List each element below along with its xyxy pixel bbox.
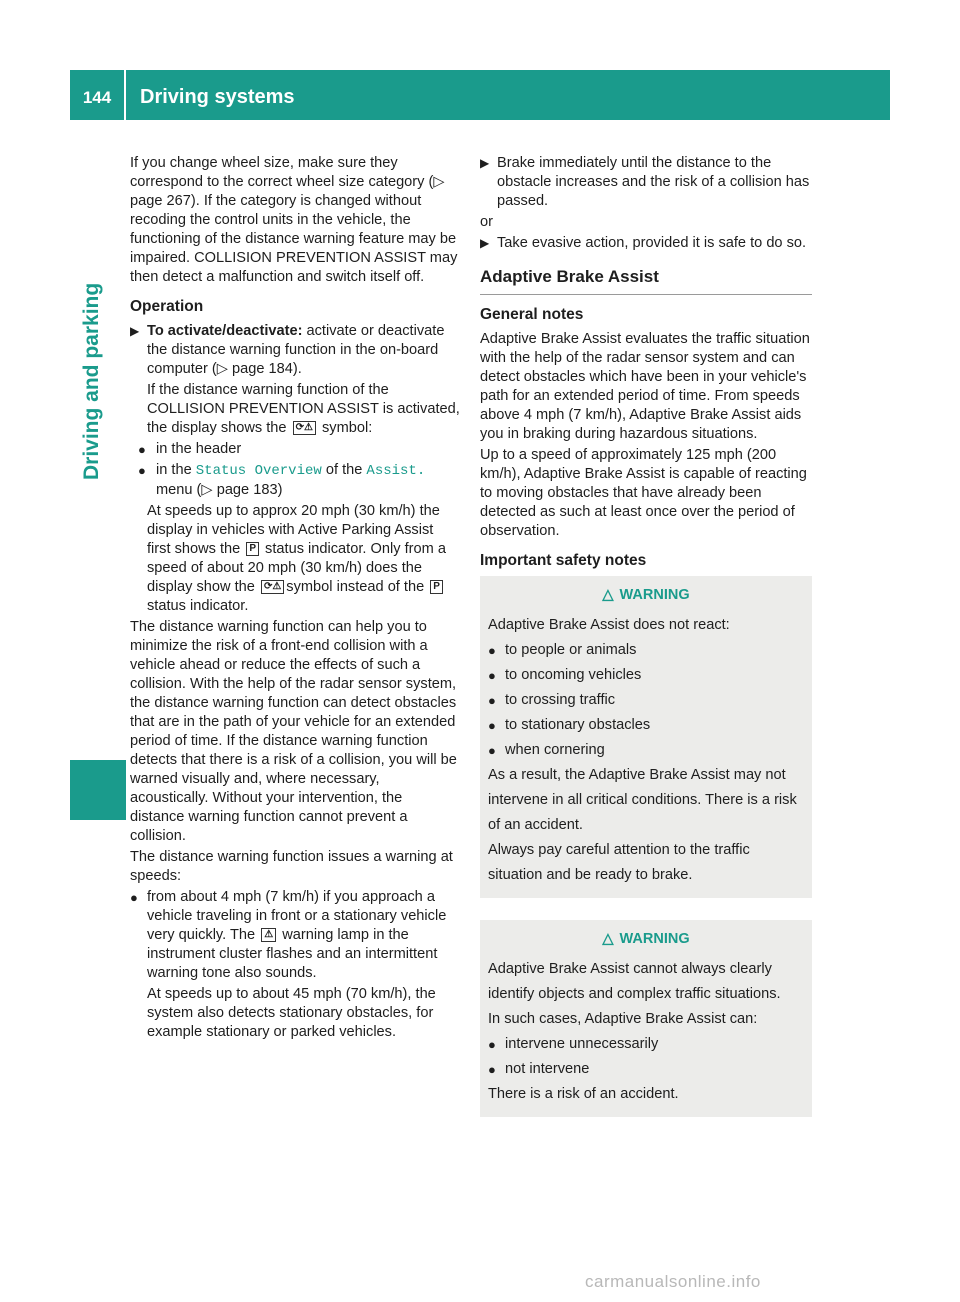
bullet-text: to people or animals <box>505 642 637 658</box>
warning-box-1 <box>480 576 812 898</box>
bullet-icon: ● <box>488 693 496 708</box>
collision-active-text <box>130 381 460 438</box>
arrow-right-icon: ▶ <box>130 324 140 338</box>
side-tab-marker <box>70 760 126 820</box>
collision-active-b: symbol: <box>317 420 373 436</box>
parking-p-icon: P <box>430 580 443 594</box>
operation-heading: Operation <box>130 298 204 315</box>
watermark: carmanualsonline.info <box>585 1272 761 1291</box>
arrow-right-icon: ▶ <box>480 236 490 250</box>
help-paragraph: The distance warning function can help you to minimize the risk of a front-end collision with a vehicle ahead or reduce the effects of such a collision. With the help of the radar sensor system, the distance warning function can detect obstacles that are in the path of your vehicle for an extended period of time. If the distance warning function detects that there is a risk of a collision, you will be warned visually and, where necessary, acoustically. Without your intervention, the distance warning function cannot prevent a collision. <box>130 619 457 844</box>
list-item <box>488 688 804 713</box>
parking-p-icon: P <box>246 542 259 556</box>
right-column <box>480 154 812 1117</box>
bullet-icon: ● <box>488 1037 496 1052</box>
list-item <box>130 461 460 500</box>
activate-label: To activate/deactivate: <box>147 323 303 339</box>
list-item <box>488 1057 804 1082</box>
section-heading: Adaptive Brake Assist <box>480 267 812 295</box>
distance-warning-lamp-icon: ⚠ <box>261 928 276 942</box>
list-item <box>488 663 804 688</box>
parking-d: status indicator. <box>147 598 249 614</box>
speed-bullet-continuation: At speeds up to about 45 mph (70 km/h), the system also detects stationary obstacles, for example stationary or parked vehicles. <box>147 986 436 1040</box>
warning-intro: Adaptive Brake Assist does not react: <box>488 617 730 633</box>
bullet-icon: ● <box>488 718 496 733</box>
bullet-text: when cornering <box>505 742 605 758</box>
warning-triangle-icon: △ <box>602 587 614 603</box>
collision-warning-icon: ⟳⚠ <box>293 421 316 435</box>
bullet-text: not intervene <box>505 1061 590 1077</box>
bullet-text: to crossing traffic <box>505 692 616 708</box>
bullet-status-b: of the <box>321 462 367 478</box>
parking-a: At speeds up to approx 20 mph (30 km/h) the display in vehicles with Active Parking Assist first shows the <box>147 503 440 557</box>
status-overview-menu: Status Overview <box>195 463 322 479</box>
parking-c: symbol instead of the <box>286 579 429 595</box>
list-item <box>130 440 460 459</box>
assist-menu: Assist. <box>366 463 426 479</box>
collision-active-a: If the distance warning function of the COLLISION PREVENTION ASSIST is activated, the display shows the <box>147 382 460 436</box>
bullet-icon: ● <box>130 890 138 905</box>
speeds-intro: The distance warning function issues a warning at speeds: <box>130 849 453 884</box>
bullet-icon: ● <box>138 442 146 457</box>
warning-title <box>488 930 804 949</box>
bullet-status-c: menu (▷ page 183) <box>156 482 283 498</box>
action2-text: Take evasive action, provided it is safe to do so. <box>497 235 807 251</box>
warning-title <box>488 586 804 605</box>
list-item <box>488 713 804 738</box>
action-step-evasive <box>480 234 812 253</box>
list-item <box>488 738 804 763</box>
activate-step <box>130 322 460 379</box>
bullet-header-text: in the header <box>156 441 242 457</box>
warning-cases: In such cases, Adaptive Brake Assist can: <box>488 1011 758 1027</box>
speed-bullet-b: warning lamp in the instrument cluster flashes and an intermittent warning tone also sounds. <box>147 927 438 981</box>
bullet-icon: ● <box>138 463 146 478</box>
arrow-right-icon: ▶ <box>480 156 490 170</box>
warning-triangle-icon: △ <box>602 931 614 947</box>
bullet-status-a: in the <box>156 462 196 478</box>
action-step-brake <box>480 154 812 211</box>
general-paragraph-2: Up to a speed of approximately 125 mph (200 km/h), Adaptive Brake Assist is capable of reacting to moving obstacles that have already been detected as such at least once over the period of observation. <box>480 447 807 539</box>
action1-text: Brake immediately until the distance to the obstacle increases and the risk of a collision has passed. <box>497 155 810 209</box>
warning-title-text: WARNING <box>619 931 690 947</box>
page-header <box>70 70 890 120</box>
list-item <box>130 888 460 983</box>
warning-intro: Adaptive Brake Assist cannot always clearly identify objects and complex traffic situations. <box>488 961 781 1002</box>
intro-paragraph: If you change wheel size, make sure they correspond to the correct wheel size category (▷ page 267). If the category is changed without recoding the control units in the vehicle, the functioning of the distance warning feature may be impaired. COLLISION PREVENTION ASSIST may then detect a malfunction and switch itself off. <box>130 155 458 285</box>
warning-advice: Always pay careful attention to the traffic situation and be ready to brake. <box>488 842 750 883</box>
bullet-text: to stationary obstacles <box>505 717 651 733</box>
list-item <box>488 1032 804 1057</box>
side-tab-label: Driving and parking <box>80 282 103 480</box>
bullet-text: to oncoming vehicles <box>505 667 642 683</box>
left-column <box>130 154 460 1044</box>
warning-title-text: WARNING <box>619 587 690 603</box>
general-notes-heading: General notes <box>480 306 584 323</box>
bullet-icon: ● <box>488 1062 496 1077</box>
activate-text: activate or deactivate the distance warning function in the on-board computer (▷ page 184). <box>147 323 445 377</box>
collision-warning-icon: ⟳⚠ <box>261 580 284 594</box>
warning-box-2 <box>480 920 812 1117</box>
general-paragraph-1: Adaptive Brake Assist evaluates the traffic situation with the help of the radar sensor system and can detect obstacles which have been in your vehicle's path for an extended period of time. From speeds above 4 mph (7 km/h), Adaptive Brake Assist aids you in braking during hazardous situations. <box>480 331 810 442</box>
parking-b: status indicator. Only from a speed of about 20 mph (30 km/h) does the display show the <box>147 541 446 595</box>
bullet-text: intervene unnecessarily <box>505 1036 659 1052</box>
bullet-icon: ● <box>488 643 496 658</box>
speed-bullet-a: from about 4 mph (7 km/h) if you approach a vehicle traveling in front or a stationary vehicle very quickly. The <box>147 889 447 943</box>
parking-text <box>130 502 460 616</box>
safety-heading: Important safety notes <box>480 552 647 569</box>
warning-risk: There is a risk of an accident. <box>488 1086 679 1102</box>
list-item <box>488 638 804 663</box>
page-number: 144 <box>70 70 126 120</box>
bullet-icon: ● <box>488 668 496 683</box>
bullet-icon: ● <box>488 743 496 758</box>
warning-result: As a result, the Adaptive Brake Assist may not intervene in all critical conditions. There is a risk of an accident. <box>488 767 797 833</box>
or-separator: or <box>480 214 493 230</box>
chapter-title: Driving systems <box>140 85 295 108</box>
